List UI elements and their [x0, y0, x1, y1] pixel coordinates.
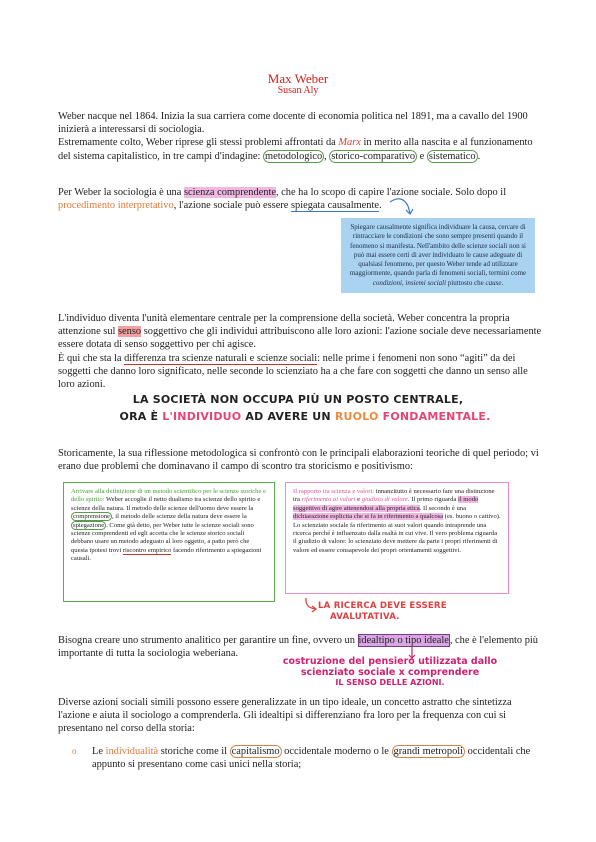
note-end: piuttosto che: [446, 278, 486, 287]
paragraph-individuo: [58, 312, 542, 391]
underlined-spiegata: spiegata causalmente: [290, 200, 379, 212]
hand3-line-2: scienziato sociale x comprendere: [300, 666, 480, 678]
highlight-dichiarazione: dichiarazione esplicita che si fa in riferimento a qualcosa: [293, 513, 444, 521]
green-box-heading: Arrivare alla definizione di un metodo scientifico per le scienze storiche e dello spirito:: [71, 488, 266, 504]
hand-line-2a: ORA È: [119, 410, 163, 423]
note-text: Spiegare causalmente significa individuare la causa, cercare di rintracciare le condizioni che sono sempre presenti quando il fenomeno si manifesta. Nell'ambito delle scienze sociali non si può mai essere certi di aver individuato le cause adeguate di qualsiasi fenomeno, per questo Weber tende ad utilizzare maggiormente, quando parla di fenomeni sociali, termini come: [349, 223, 527, 278]
underlined-riscontro: riscontro empirico: [122, 546, 172, 554]
box-metodo-scientifico: [63, 482, 275, 602]
circled-comprensione: comprensione: [73, 513, 110, 521]
circled-sistematico: sistematico: [428, 150, 476, 162]
paragraph-storicamente: Storicamente, la sua riflessione metodologica si confrontò con le principali elaborazioni teoriche di quel periodo; vi erano due problemi che dominavano il campo di scontro tra storicismo e positivismo:: [58, 448, 539, 473]
p2-text-2: , che ha lo scopo di capire l'azione sociale. Solo dopo il: [275, 187, 507, 198]
hand3-line-3: IL SENSO DELLE AZIONI.: [335, 678, 445, 687]
intro-text: Weber nacque nel 1864. Inizia la sua carriera come docente di economia politica nel 1891, ma a cavallo del 1900 inizierà a interessarsi di sociologia.: [58, 111, 528, 136]
circled-spiegazione: spiegazione: [73, 521, 105, 529]
pink-text-4: . Il secondo è una: [419, 504, 467, 512]
green-text-2: , il metodo delle scienze della natura deve essere la: [112, 513, 247, 521]
paragraph-idealtipi: Diverse azioni sociali simili possono essere generalizzate in un tipo ideale, un concetto astratto che sintetizza l'azione e aiuta il sociologo a comprenderla. Gli idealtipi si differenziano fra loro per la frequenza con cui si presentano nel corso della storia:: [58, 697, 512, 735]
pink-text-5: (es. buono o cattivo). Lo scienziato sociale fa riferimento ai suoi valori quando intraprende una ricerca perché è influenzato dalla realtà in cui vive. Il vero problema riguarda il giudizio di valore: lo scienziato deve mettere da parte i propri riferimenti di valore ed essere consapevole dei propri orientamenti soggettivi.: [293, 513, 501, 554]
intro-text-2: Estremamente colto, Weber riprese gli stessi problemi affrontati da: [58, 137, 339, 149]
highlight-senso: senso: [118, 326, 142, 338]
box-scienza-valori: [285, 482, 509, 594]
p3-text-4: : nelle prime i fenomeni non sono “agiti” da dei soggetti che danno loro significato, nelle seconde lo scienziato ha a che fare con soggetti che danno un senso alle loro azioni.: [58, 352, 528, 391]
green-text-4: facendo riferimento a spiegazioni causali.: [71, 546, 262, 563]
orange-procedimento: procedimento interpretativo: [58, 200, 174, 212]
sep-1: ,: [324, 150, 330, 162]
bullet-marker: o: [72, 746, 77, 756]
hand-line-1: LA SOCIETÀ NON OCCUPA PIÙ UN POSTO CENTRALE,: [132, 393, 464, 406]
note-dot: .: [501, 278, 504, 287]
bullet-text-2: storiche come il: [158, 746, 230, 757]
highlight-modo-soggettivo: il modo soggettivo di agire attenendosi alla propria etica: [293, 496, 479, 512]
paragraph-intro: [58, 110, 542, 163]
pink-box-heading: Il rapporto tra scienza e valori:: [293, 488, 375, 495]
paragraph-sociologia: [58, 186, 542, 212]
highlight-idealtipo: idealtipo o tipo ideale: [358, 635, 449, 646]
handwritten-note-avalutativa: [318, 601, 447, 623]
sep-2: e: [417, 150, 427, 162]
author-name: Susan Aly: [277, 85, 319, 96]
pink-text-2: e: [355, 496, 362, 504]
circled-capitalismo: capitalismo: [231, 746, 280, 757]
circled-grandi-metropoli: grandi metropoli: [393, 746, 464, 757]
green-text-3: . Come già detto, per Weber tutte le scienze sociali sono scienze comprendenti ed egli accetta che le scienze storico sociali debbano usare un metodo adeguato al loro oggetto, a patto però che questa ipotesi trovi: [71, 521, 254, 554]
handwritten-note-idealtipo: [275, 657, 505, 689]
green-text-1: Weber accoglie il netto dualismo tra scienze dello spirito e scienze della natura. Il metodo delle scienze dell'uomo deve essere la: [71, 496, 261, 512]
p5-text-2: , che è l'elemento più importante di tutta la sociologia weberiana.: [58, 635, 538, 660]
circled-storico-comparativo: storico-comparativo: [331, 150, 416, 162]
marx-name: Marx: [338, 137, 361, 149]
p2-text-3: , l'azione sociale può essere: [173, 200, 291, 212]
hand-line-2c: AD AVERE UN: [241, 410, 335, 423]
handwritten-note-society: [0, 393, 596, 423]
circled-metodologico: metodologico: [265, 150, 323, 162]
sep-3: .: [477, 150, 481, 162]
bullet-text-3: occidentale moderno o le: [281, 746, 392, 757]
note-italic-2: cause: [485, 278, 502, 287]
orange-individualita: individualità: [105, 746, 159, 757]
note-italic: condizioni, insiemi sociali: [372, 278, 447, 287]
bullet-text-4: occidentali che appunto si presentano come casi unici nella storia;: [92, 746, 531, 771]
list-item: [92, 745, 532, 771]
p2-text: Per Weber la sociologia è una: [58, 187, 184, 198]
highlight-scienza-comprendente: scienza comprendente: [183, 187, 276, 198]
underlined-differenza: differenza tra scienze naturali e scienze sociali: [124, 352, 318, 364]
pink-text-3: . Il primo riguarda: [407, 496, 458, 504]
bullet-text-1: Le: [92, 746, 106, 757]
hand2-line-1: LA RICERCA DEVE ESSERE: [318, 601, 447, 611]
hand3-line-1: costruzione del pensiero utilizzata dallo: [282, 656, 498, 667]
pink-italic-1: riferimento ai valori: [301, 496, 356, 504]
p3-text-2: soggettivo che gli individui attribuiscono alle loro azioni: l'azione sociale deve necessariamente essere dotata di senso soggettivo per chi agisce.: [58, 326, 542, 351]
p3-text-3: È qui che sta la: [58, 352, 125, 364]
p2-end: .: [378, 200, 382, 212]
red-arrow-icon: [303, 597, 319, 615]
hand-individuo: L'INDIVIDUO: [162, 410, 242, 423]
curved-arrow-icon: [388, 196, 418, 218]
note-box-spiegare: [341, 218, 535, 293]
hand-fondamentale: FONDAMENTALE.: [378, 410, 491, 423]
pink-text-1: innanzitutto è necessario fare una distinzione tra: [293, 488, 495, 504]
page-title: Max Weber: [267, 71, 329, 86]
pink-italic-2: giudizio di valore: [361, 496, 408, 504]
hand-ruolo: RUOLO: [334, 410, 379, 423]
p3-text: L'individuo diventa l'unità elementare centrale per la comprensione della società. Weber concentra la propria attenzione sul: [58, 313, 510, 338]
p5-text: Bisogna creare uno strumento analitico per garantire un fine, ovvero un: [58, 635, 358, 646]
intro-text-3: in merito alla nascita e al funzionamento del sistema capitalistico, in tre campi d'indagine:: [58, 137, 533, 162]
hand2-line-2: AVALUTATIVA.: [330, 612, 400, 622]
